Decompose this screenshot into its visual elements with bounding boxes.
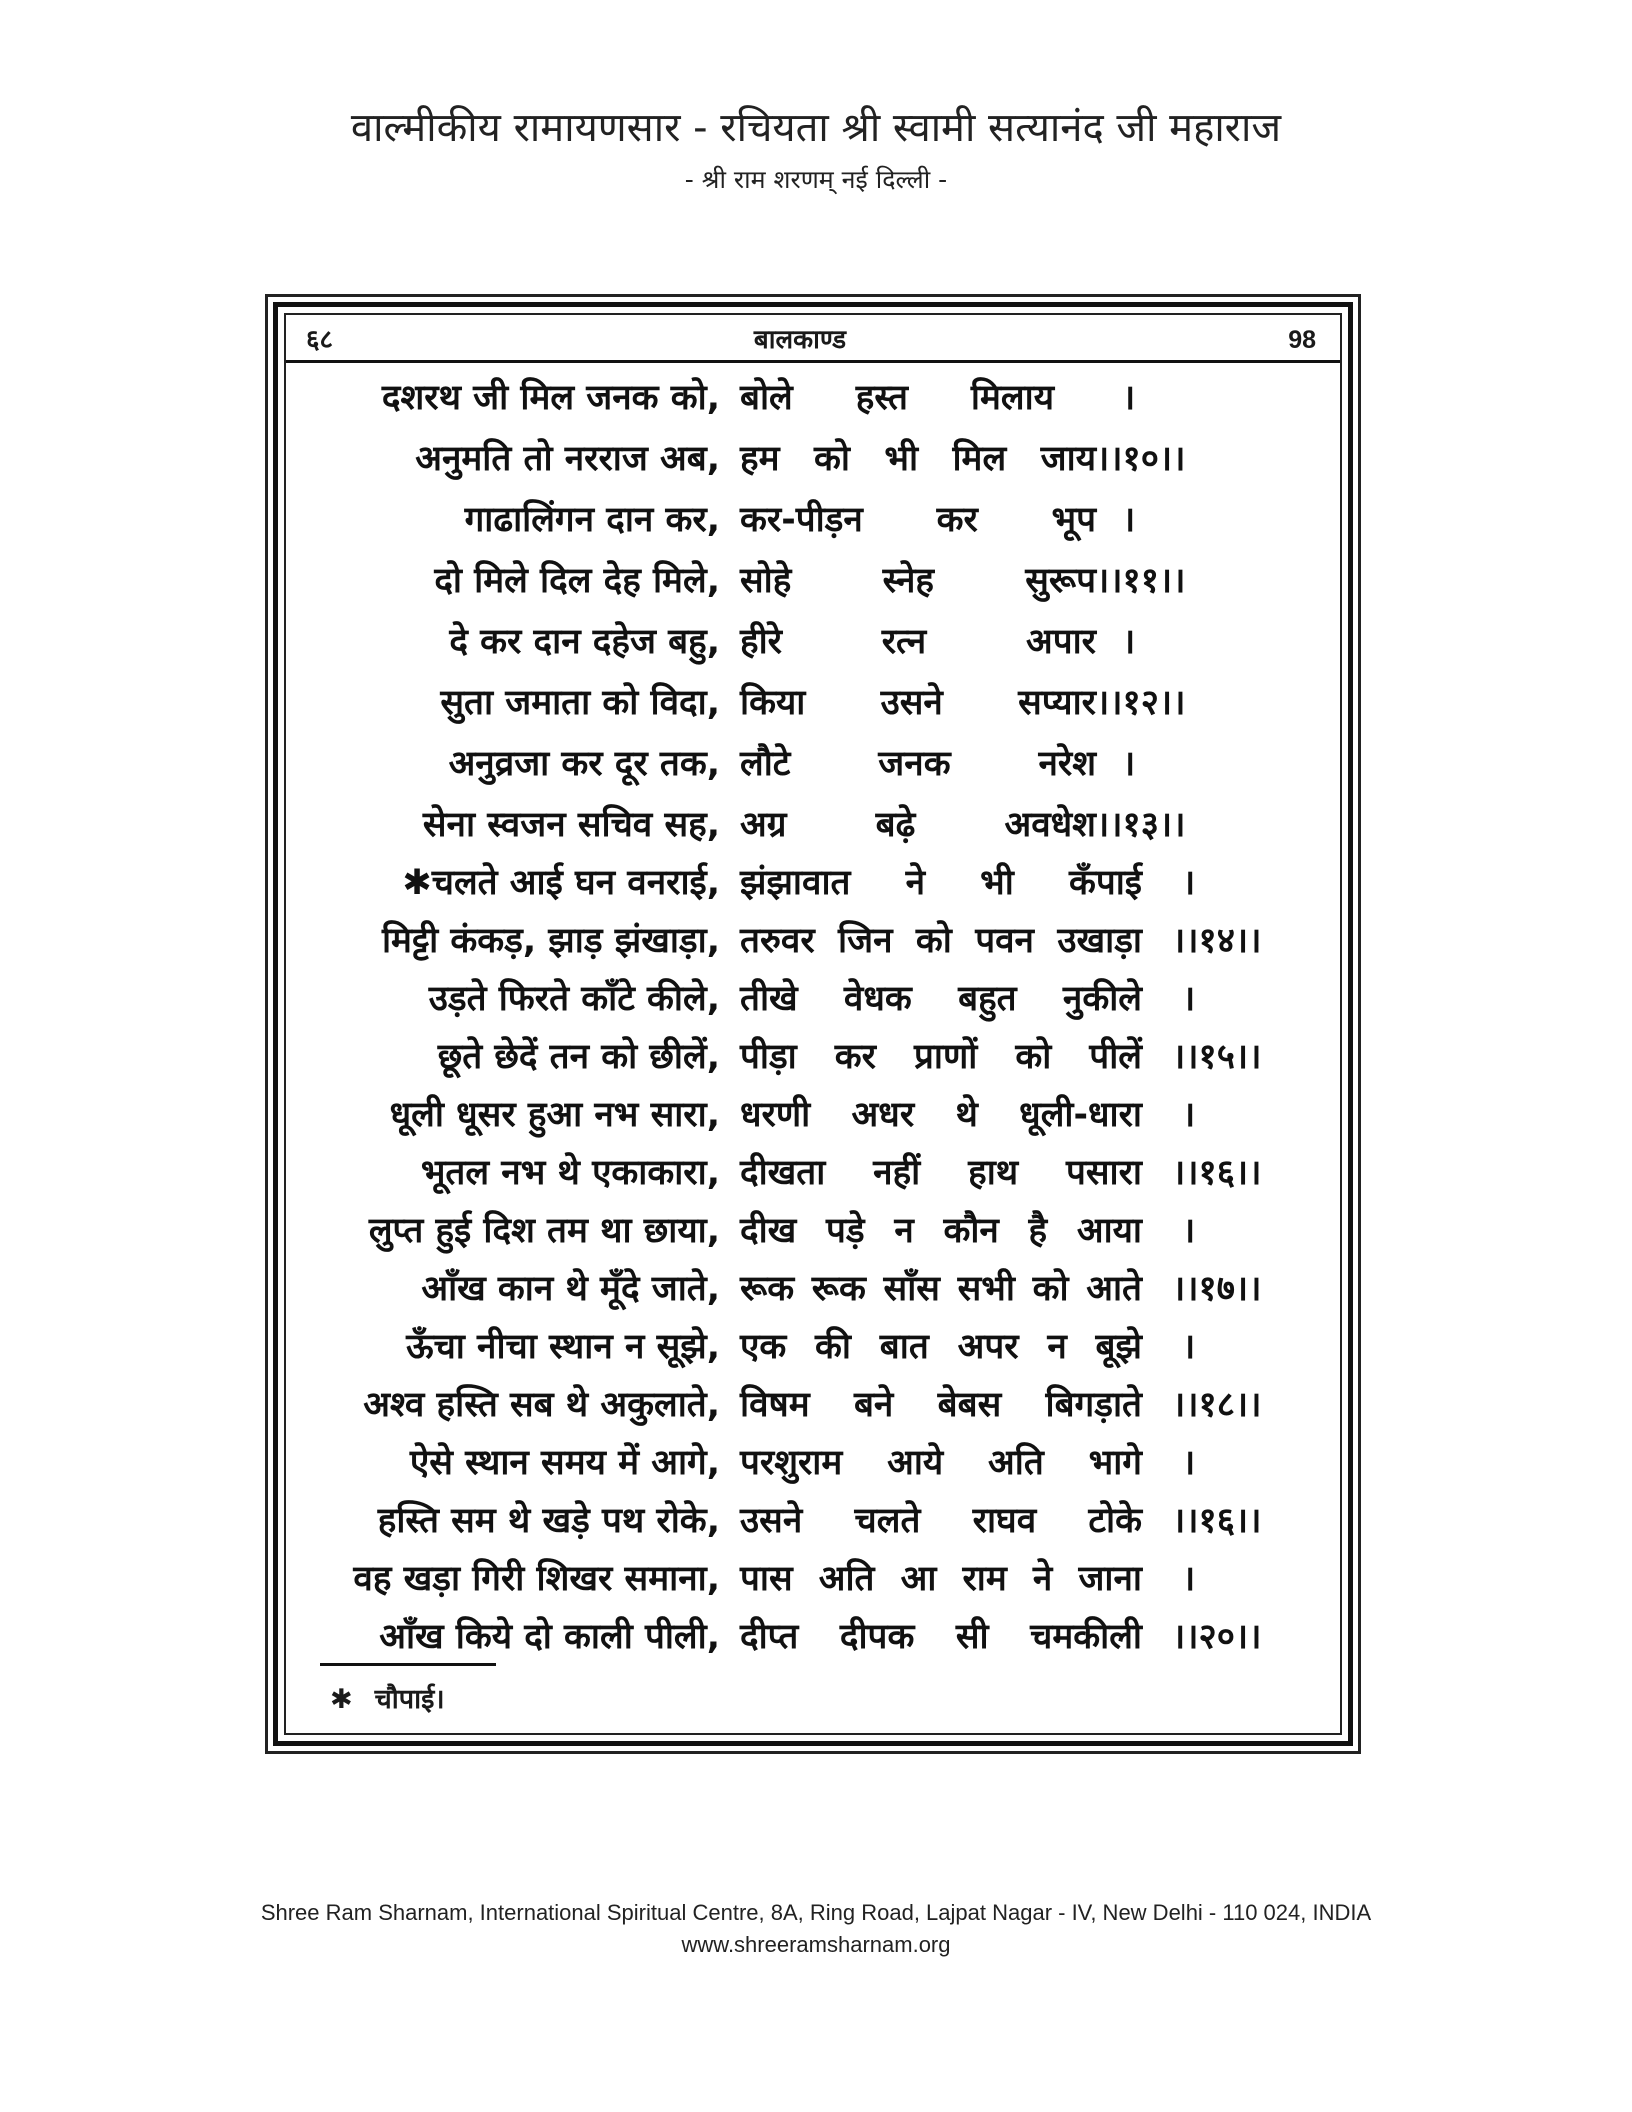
verse-mark: । [1182,1095,1196,1135]
verse-mark: । [1182,1211,1196,1251]
verse-right: कर-पीड़न कर भूप [740,500,1096,540]
verse-right: लौटे जनक नरेश [740,744,1096,784]
verse-mark: । [1122,622,1136,662]
header-rule [286,360,1340,363]
verse-right: सोहे स्नेह सुरूप [740,561,1096,601]
verse-right: झंझावात ने भी कँपाई [740,863,1142,903]
verse-right: रूक रूक साँस सभी को आते [740,1269,1142,1309]
verse-left: अश्व हस्ति सब थे अकुलाते, [363,1385,720,1425]
verse-right: पास अति आ राम ने जाना [740,1559,1142,1599]
verse-mark: । [1122,744,1136,784]
verse-right: एक की बात अपर न बूझे [740,1327,1142,1367]
verse-left: सुता जमाता को विदा, [440,683,720,723]
verse-left: अनुमति तो नरराज अब, [415,439,720,479]
verse-mark: ।।२०।। [1172,1617,1262,1657]
verse-left: हस्ति सम थे खड़े पथ रोके, [377,1501,720,1541]
verse-mark: ।।१५।। [1172,1037,1262,1077]
verse-mark: । [1122,378,1136,418]
verse-right: किया उसने सप्यार [740,683,1096,723]
verse-left: ✱चलते आई घन वनराई, [402,863,720,903]
verse-mark: ।।११।। [1096,561,1186,601]
verse-left: दो मिले दिल देह मिले, [434,561,720,601]
verse-right: तरुवर जिन को पवन उखाड़ा [740,921,1142,961]
verse-right: परशुराम आये अति भागे [740,1443,1142,1483]
verse-mark: ।।१६।। [1172,1501,1262,1541]
verse-right: उसने चलते राघव टोके [740,1501,1142,1541]
verse-mark: । [1182,863,1196,903]
verse-mark: ।।१८।। [1172,1385,1262,1425]
verse-mark: । [1182,1327,1196,1367]
verse-right: धरणी अधर थे धूली-धारा [740,1095,1142,1135]
verse-right: बोले हस्त मिलाय [740,378,1054,418]
footnote-rule [320,1663,496,1666]
verse-left: उड़ते फिरते काँटे कीले, [428,979,720,1019]
verse-left: ऐसे स्थान समय में आगे, [409,1443,720,1483]
verse-left: लुप्त हुई दिश तम था छाया, [368,1211,720,1251]
footer-address: Shree Ram Sharnam, International Spiritual Centre, 8A, Ring Road, Lajpat Nagar - IV, New Delhi - 110 024, INDIA [260,1900,1372,1925]
verse-mark: ।।१२।। [1096,683,1186,723]
verse-mark: । [1182,1443,1196,1483]
verse-left: सेना स्वजन सचिव सह, [422,805,720,845]
verse-mark: । [1122,500,1136,540]
asterisk-icon: ✱ [330,1684,353,1715]
verse-right: दीखता नहीं हाथ पसारा [740,1153,1142,1193]
footnote-text: चौपाई। [374,1684,445,1715]
verse-right: अग्र बढ़े अवधेश [740,805,1096,845]
verse-right: दीप्त दीपक सी चमकीली [740,1617,1142,1657]
verse-left: ऊँचा नीचा स्थान न सूझे, [406,1327,720,1367]
verse-mark: । [1182,1559,1196,1599]
verse-right: तीखे वेधक बहुत नुकीले [740,979,1142,1019]
verse-right: विषम बने बेबस बिगड़ाते [740,1385,1142,1425]
verse-mark: ।।१४।। [1172,921,1262,961]
verse-left: धूली धूसर हुआ नभ सारा, [389,1095,720,1135]
footer-website[interactable]: www.shreeramsharnam.org [681,1932,951,1957]
page-number-hindi: ६८ [306,325,334,355]
verse-right: हीरे रत्न अपार [740,622,1096,662]
verse-left: वह खड़ा गिरी शिखर समाना, [353,1559,720,1599]
verse-left: आँख किये दो काली पीली, [379,1617,720,1657]
verse-left: दे कर दान दहेज बहु, [449,622,720,662]
verse-mark: ।।१६।। [1172,1153,1262,1193]
document-subtitle: - श्री राम शरणम् नई दिल्ली - [684,165,948,194]
verse-right: हम को भी मिल जाय [740,439,1096,479]
footnote [330,1680,445,1720]
verse-mark: । [1182,979,1196,1019]
verse-right: पीड़ा कर प्राणों को पीलें [740,1037,1142,1077]
verse-left: अनुव्रजा कर दूर तक, [448,744,720,784]
verse-left: भूतल नभ थे एकाकारा, [420,1153,720,1193]
section-title: बालकाण्ड [753,325,847,355]
verse-left: मिट्टी कंकड़, झाड़ झंखाड़ा, [381,921,720,961]
verse-left: दशरथ जी मिल जनक को, [381,378,720,418]
verse-left: आँख कान थे मूँदे जाते, [421,1269,720,1309]
verse-mark: ।।१७।। [1172,1269,1262,1309]
page-number: 98 [1288,326,1316,354]
document-title: वाल्मीकीय रामायणसार - रचियता श्री स्वामी सत्यानंद जी महाराज [350,105,1282,151]
verse-right: दीख पड़े न कौन है आया [740,1211,1142,1251]
verse-mark: ।।१०।। [1096,439,1186,479]
verse-left: गाढालिंगन दान कर, [464,500,720,540]
page-footer [0,1897,1632,1961]
verse-left: छूते छेदें तन को छीलें, [437,1037,720,1077]
verse-mark: ।।१३।। [1096,805,1186,845]
